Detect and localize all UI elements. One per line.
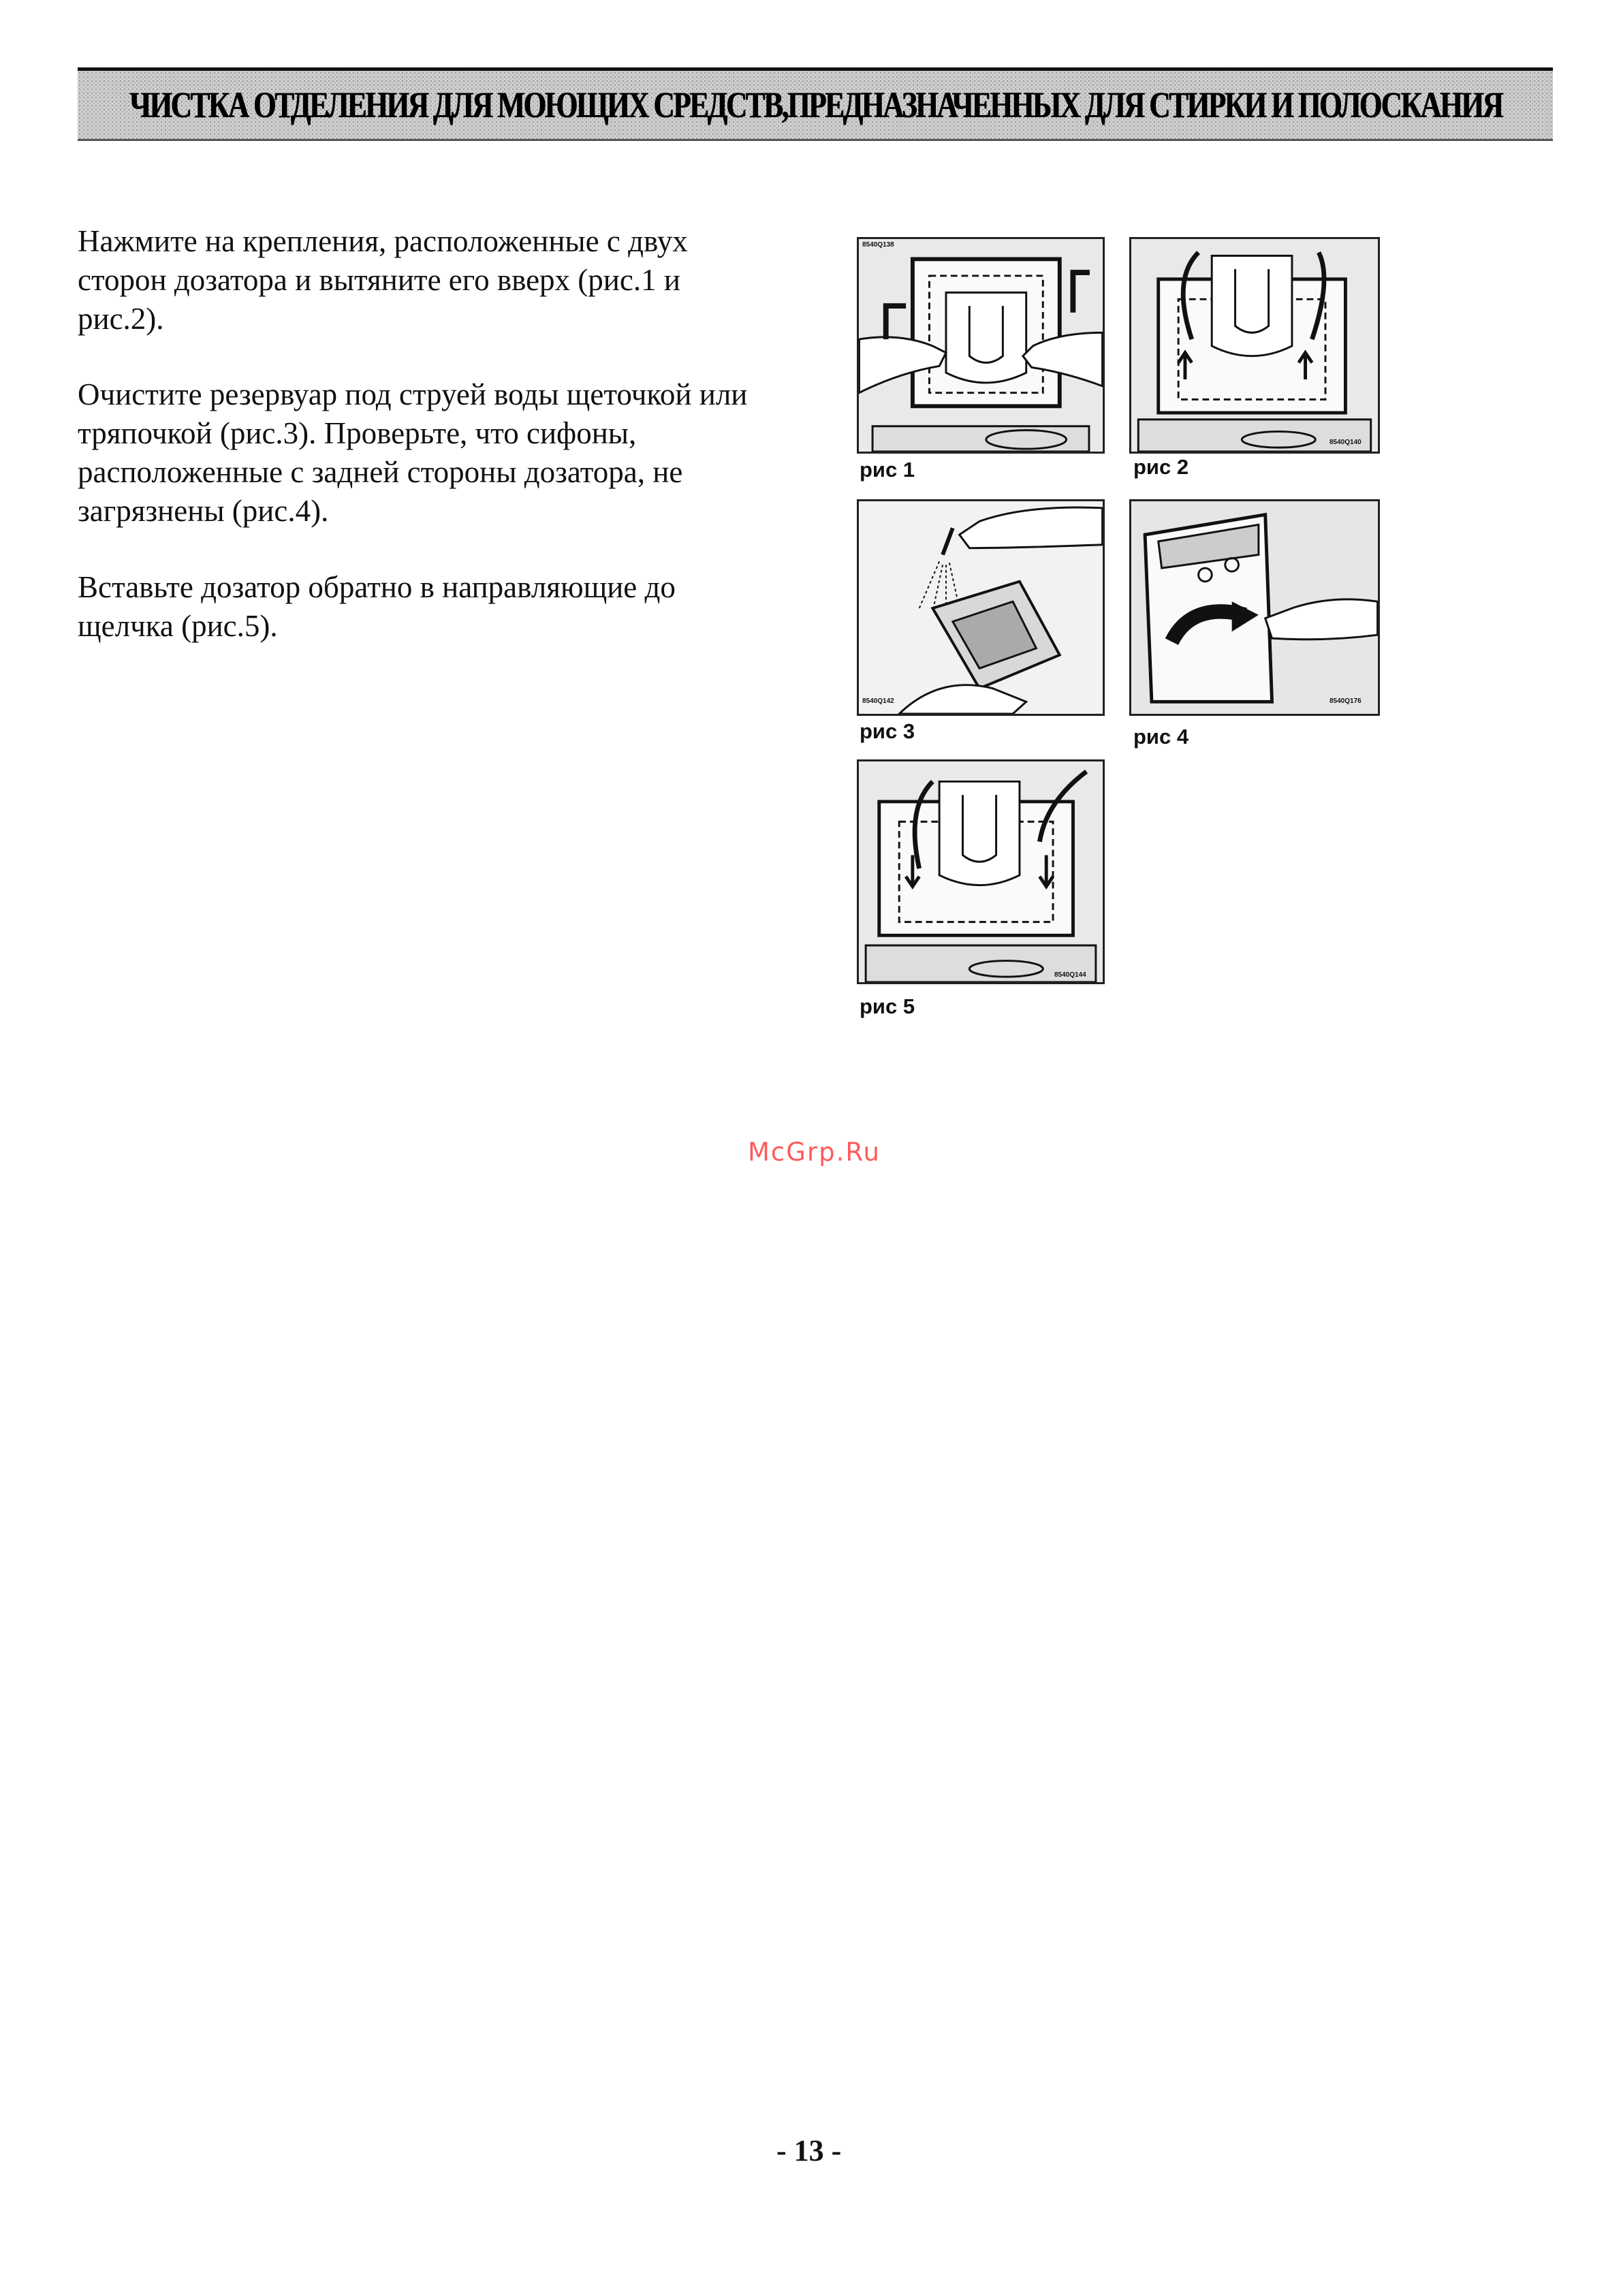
figure-3-code: 8540Q142 bbox=[862, 697, 894, 705]
figure-5-illustration bbox=[857, 759, 1105, 984]
figure-2-illustration bbox=[1129, 237, 1380, 454]
instruction-paragraph-clean: Очистите резервуар под струей воды щеточкой или тряпочкой (рис.3). Проверьте, что сифоны, расположенные с задней стороны дозатора, не загрязнены (рис.4). bbox=[78, 377, 748, 528]
instruction-paragraph-remove: Нажмите на крепления, расположенные с двух сторон дозатора и вытяните его вверх (рис.1 и рис.2). bbox=[78, 224, 688, 336]
figure-3-illustration bbox=[857, 499, 1105, 716]
figure-3-caption: рис 3 bbox=[860, 719, 915, 743]
figure-4-code: 8540Q176 bbox=[1329, 697, 1362, 705]
figure-4-illustration bbox=[1129, 499, 1380, 716]
figure-5-code: 8540Q144 bbox=[1054, 971, 1086, 979]
figure-1-drawing bbox=[859, 239, 1103, 452]
figure-1-illustration bbox=[857, 237, 1105, 454]
figure-3-drawing bbox=[859, 501, 1103, 714]
figure-5-drawing bbox=[859, 761, 1103, 982]
figure-2-drawing bbox=[1131, 239, 1378, 452]
figure-2-caption: рис 2 bbox=[1133, 455, 1189, 479]
watermark-text: McGrp.Ru bbox=[748, 1137, 881, 1167]
instruction-paragraph-reinsert: Вставьте дозатор обратно в направляющие до щелчка (рис.5). bbox=[78, 570, 676, 643]
figure-4-caption: рис 4 bbox=[1133, 725, 1189, 749]
page-number: - 13 - bbox=[776, 2134, 842, 2167]
page-title: ЧИСТКА ОТДЕЛЕНИЯ ДЛЯ МОЮЩИХ СРЕДСТВ,ПРЕДНАЗНАЧЕННЫХ ДЛЯ СТИРКИ И ПОЛОСКАНИЯ bbox=[129, 84, 1502, 125]
figure-1-code: 8540Q138 bbox=[862, 241, 894, 249]
figure-1-caption: рис 1 bbox=[860, 458, 915, 482]
figure-2-code: 8540Q140 bbox=[1329, 439, 1362, 446]
section-title-bar bbox=[78, 67, 1553, 141]
figure-4-drawing bbox=[1131, 501, 1378, 714]
figure-5-caption: рис 5 bbox=[860, 994, 915, 1018]
